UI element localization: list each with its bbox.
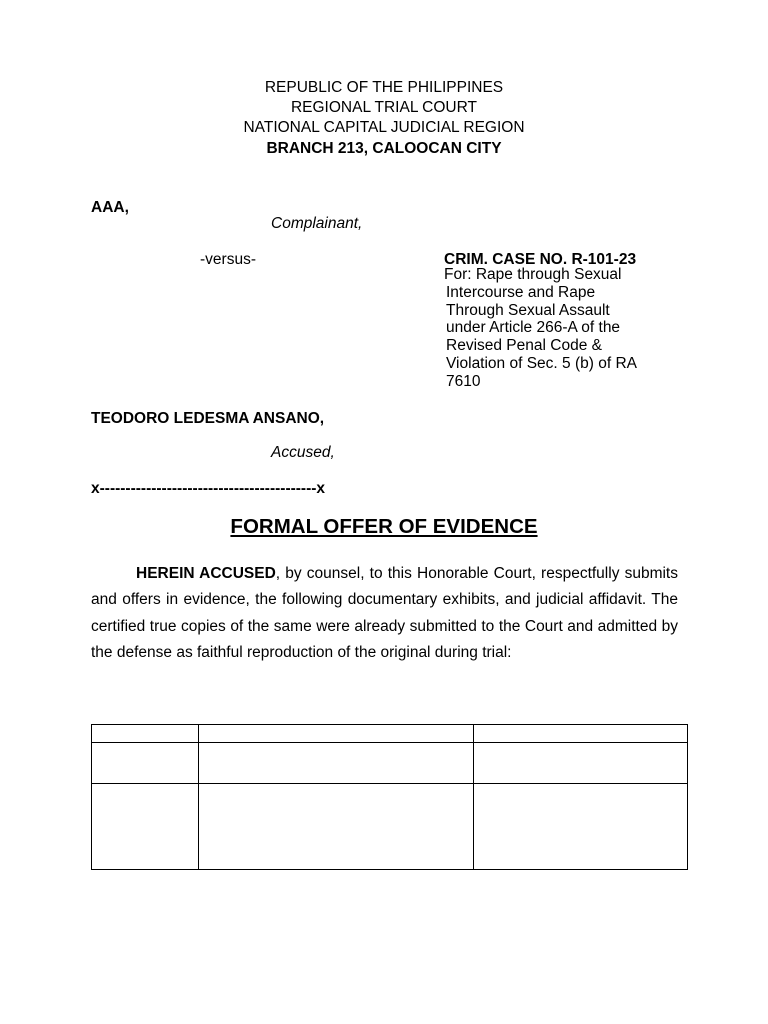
complainant-role: Complainant, — [271, 215, 363, 232]
header-republic: REPUBLIC OF THE PHILIPPINES — [264, 79, 504, 96]
accused-role: Accused, — [271, 444, 335, 461]
table-cell — [198, 725, 473, 743]
table-row — [92, 725, 688, 743]
table-cell — [92, 784, 199, 870]
table-cell — [473, 784, 687, 870]
table-cell — [198, 743, 473, 784]
table-cell — [198, 784, 473, 870]
case-number: CRIM. CASE NO. R-101-23 — [444, 251, 637, 268]
case-description — [446, 266, 686, 391]
case-line: Intercourse and Rape — [446, 283, 596, 301]
table-cell — [473, 725, 687, 743]
intro-bold-lead: HEREIN ACCUSED — [136, 565, 276, 582]
table-row — [92, 743, 688, 784]
case-line: 7610 — [446, 372, 481, 390]
header-branch: BRANCH 213, CALOOCAN CITY — [266, 140, 502, 157]
case-line: Revised Penal Code & — [446, 337, 602, 355]
case-line: For: Rape through Sexual — [444, 266, 622, 283]
header-region: NATIONAL CAPITAL JUDICIAL REGION — [243, 119, 525, 136]
intro-paragraph — [91, 561, 678, 667]
table-cell — [92, 743, 199, 784]
table-cell — [92, 725, 199, 743]
table-cell — [473, 743, 687, 784]
caption-separator: x------------------------------------------x — [91, 480, 326, 497]
complainant-name: AAA, — [91, 199, 129, 216]
case-line: Through Sexual Assault — [446, 301, 610, 319]
accused-name: TEODORO LEDESMA ANSANO, — [91, 410, 325, 427]
evidence-table — [91, 724, 688, 870]
document-title: FORMAL OFFER OF EVIDENCE — [230, 515, 538, 538]
case-line: Violation of Sec. 5 (b) of RA — [446, 354, 637, 372]
intro-text: , by counsel, to this Honorable Court, respectfully submits and offers in evidence, the following documentary exhibits, and judicial affidavit. The certified true copies of the same were already submitted to the Court and admitted by the defense as faithful reproduction of the original during trial: — [91, 565, 678, 662]
case-line: under Article 266-A of the — [446, 319, 621, 337]
versus-label: -versus- — [200, 251, 256, 268]
header-court: REGIONAL TRIAL COURT — [290, 99, 478, 116]
table-row — [92, 784, 688, 870]
